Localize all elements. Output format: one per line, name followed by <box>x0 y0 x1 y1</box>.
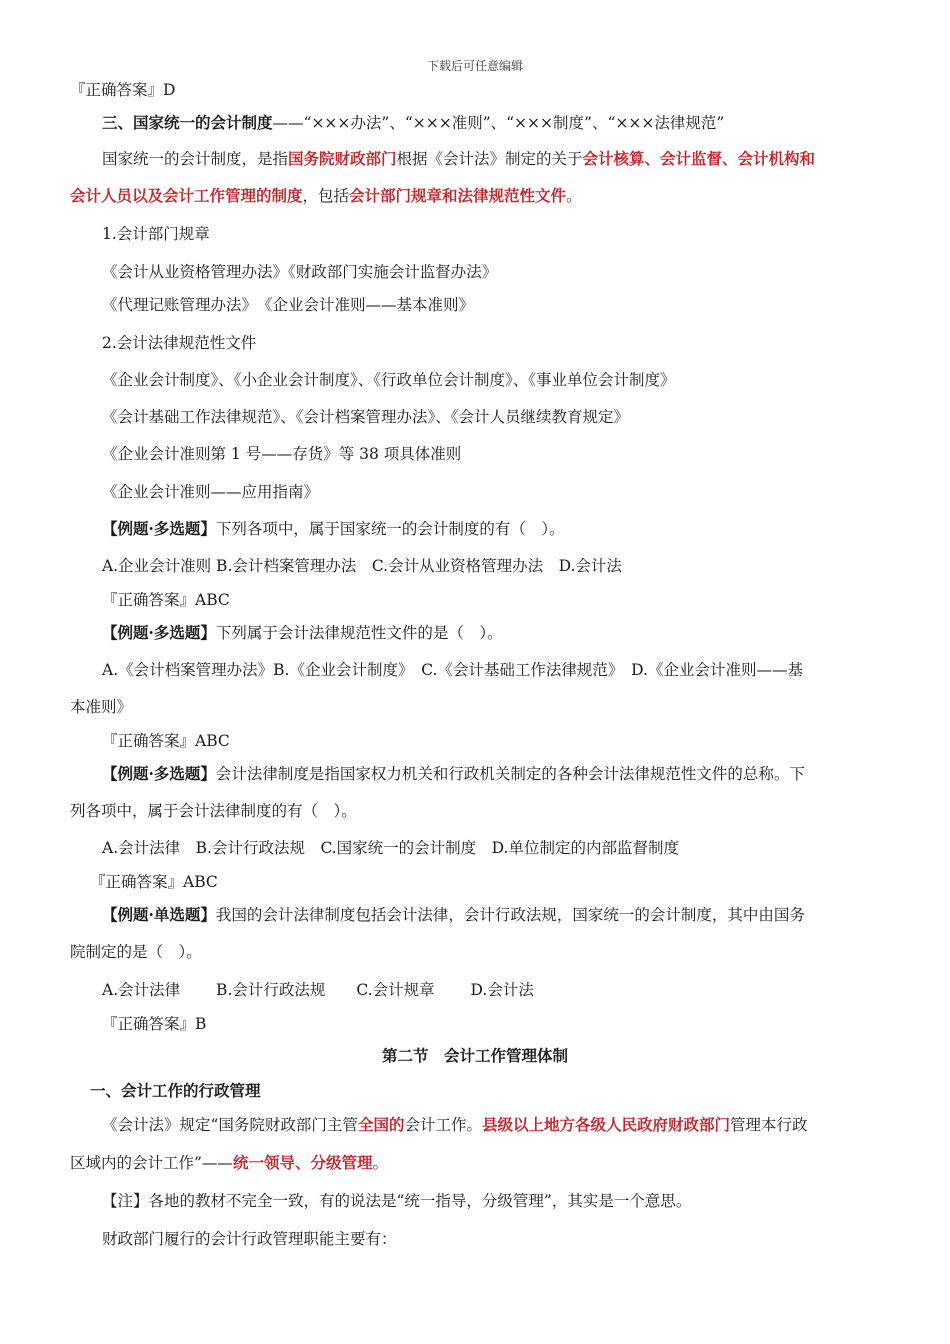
text-line <box>102 623 503 643</box>
text-line <box>102 295 474 315</box>
text-span: A.企业会计准则 B.会计档案管理办法 C.会计从业资格管理办法 D.会计法 <box>102 557 622 575</box>
highlight-text: 县级以上地方各级人民政府财政部门 <box>481 1115 730 1134</box>
text-line <box>70 80 175 100</box>
text-span: 。 <box>566 187 582 205</box>
text-span: 院制定的是（ ）。 <box>70 943 202 961</box>
bold-text: 【例题·单选题】 <box>102 905 216 924</box>
text-line <box>102 224 210 244</box>
text-span: 『正确答案』ABC <box>102 591 230 609</box>
section-title <box>0 1046 950 1066</box>
text-line <box>102 980 534 1000</box>
text-line <box>70 801 357 821</box>
text-span: 会计法律制度是指国家权力机关和行政机关制定的各种会计法律规范性文件的总称。下 <box>215 765 805 783</box>
text-line <box>102 838 679 858</box>
text-span: 『正确答案』ABC <box>102 732 230 750</box>
text-span: 我国的会计法律制度包括会计法律，会计行政法规，国家统一的会计制度，其中由国务 <box>215 906 805 924</box>
text-line <box>102 764 805 784</box>
text-span: A.会计法律 B.会计行政法规 C.国家统一的会计制度 D.单位制定的内部监督制度 <box>102 839 679 857</box>
text-line <box>102 1115 808 1135</box>
text-line <box>102 556 622 576</box>
text-line <box>90 872 218 892</box>
text-span: 『正确答案』ABC <box>90 873 218 891</box>
bold-text: 第二节 会计工作管理体制 <box>381 1046 568 1065</box>
text-span: 【注】各地的教材不完全一致，有的说法是“统一指导，分级管理”，其实是一个意思。 <box>102 1192 692 1210</box>
text-line <box>70 697 132 717</box>
highlight-text: 会计人员以及会计工作管理的制度 <box>70 186 303 205</box>
text-line <box>90 1081 261 1101</box>
text-span: 。 <box>372 1154 388 1172</box>
text-span: 《企业会计准则第 1 号——存货》等 38 项具体准则 <box>102 445 462 463</box>
text-span: 《会计从业资格管理办法》《财政部门实施会计监督办法》 <box>102 263 498 281</box>
text-span: 《企业会计准则——应用指南》 <box>102 483 320 501</box>
text-span: 管理本行政 <box>729 1116 808 1134</box>
text-span: 《会计法》规定“国务院财政部门主管 <box>102 1116 358 1134</box>
text-span: 《代理记账管理办法》 《企业会计准则——基本准则》 <box>102 296 475 314</box>
text-span: 根据《会计法》制定的关于 <box>396 150 583 168</box>
page-header: 下载后可任意编辑 <box>426 59 523 73</box>
text-line <box>102 370 676 390</box>
text-line <box>102 1229 397 1249</box>
text-span: 本准则》 <box>70 698 133 716</box>
text-line <box>102 333 256 353</box>
highlight-text: 全国的 <box>357 1115 405 1134</box>
text-span: 列各项中，属于会计法律制度的有（ ）。 <box>70 802 357 820</box>
text-span: 国家统一的会计制度，是指 <box>102 150 289 168</box>
text-line <box>102 262 497 282</box>
text-line <box>70 1153 388 1173</box>
highlight-text: 国务院财政部门 <box>288 149 397 168</box>
text-span: ，包括 <box>302 187 350 205</box>
text-span: 区域内的会计工作”—— <box>70 1154 233 1172</box>
bold-text: 【例题·多选题】 <box>102 764 216 783</box>
bold-text: 一、会计工作的行政管理 <box>90 1081 261 1100</box>
bold-text: 三、国家统一的会计制度 <box>102 113 273 132</box>
text-span: 会计工作。 <box>404 1116 482 1134</box>
text-line <box>102 149 815 169</box>
text-line <box>70 186 582 206</box>
text-line <box>102 1014 206 1034</box>
text-line <box>102 660 803 680</box>
text-line <box>102 407 629 427</box>
text-span: 《会计基础工作法律规范》、《会计档案管理办法》、《会计人员继续教育规定》 <box>102 408 630 426</box>
text-span: 下列各项中，属于国家统一的会计制度的有（ ）。 <box>215 520 565 538</box>
text-span: 财政部门履行的会计行政管理职能主要有： <box>102 1230 397 1248</box>
text-span: 『正确答案』D <box>70 81 176 99</box>
text-span: 《企业会计制度》、《小企业会计制度》、《行政单位会计制度》、《事业单位会计制度》 <box>102 371 676 389</box>
text-line <box>102 1191 691 1211</box>
text-line <box>102 731 230 751</box>
text-span: ——“×××办法”、“×××准则”、“×××制度”、“×××法律规范” <box>272 114 725 132</box>
text-span: 『正确答案』B <box>102 1015 207 1033</box>
text-span: A.会计法律 B.会计行政法规 C.会计规章 D.会计法 <box>102 981 534 999</box>
text-line <box>102 590 230 610</box>
text-line <box>102 905 805 925</box>
text-span: 下列属于会计法律规范性文件的是（ ）。 <box>215 624 503 642</box>
bold-text: 【例题·多选题】 <box>102 623 216 642</box>
text-line <box>102 519 565 539</box>
highlight-text: 会计核算、会计监督、会计机构和 <box>582 149 816 168</box>
text-line <box>70 942 202 962</box>
text-span: 1.会计部门规章 <box>102 225 210 243</box>
text-span: A.《会计档案管理办法》B.《企业会计制度》 C.《会计基础工作法律规范》 D.《企业会计准则——基 <box>102 661 803 679</box>
text-span: 2.会计法律规范性文件 <box>102 334 257 352</box>
text-line <box>102 444 461 464</box>
highlight-text: 统一领导、分级管理 <box>232 1153 373 1172</box>
text-line <box>102 113 724 133</box>
text-line <box>102 482 319 502</box>
bold-text: 【例题·多选题】 <box>102 519 216 538</box>
highlight-text: 会计部门规章和法律规范性文件 <box>349 186 567 205</box>
